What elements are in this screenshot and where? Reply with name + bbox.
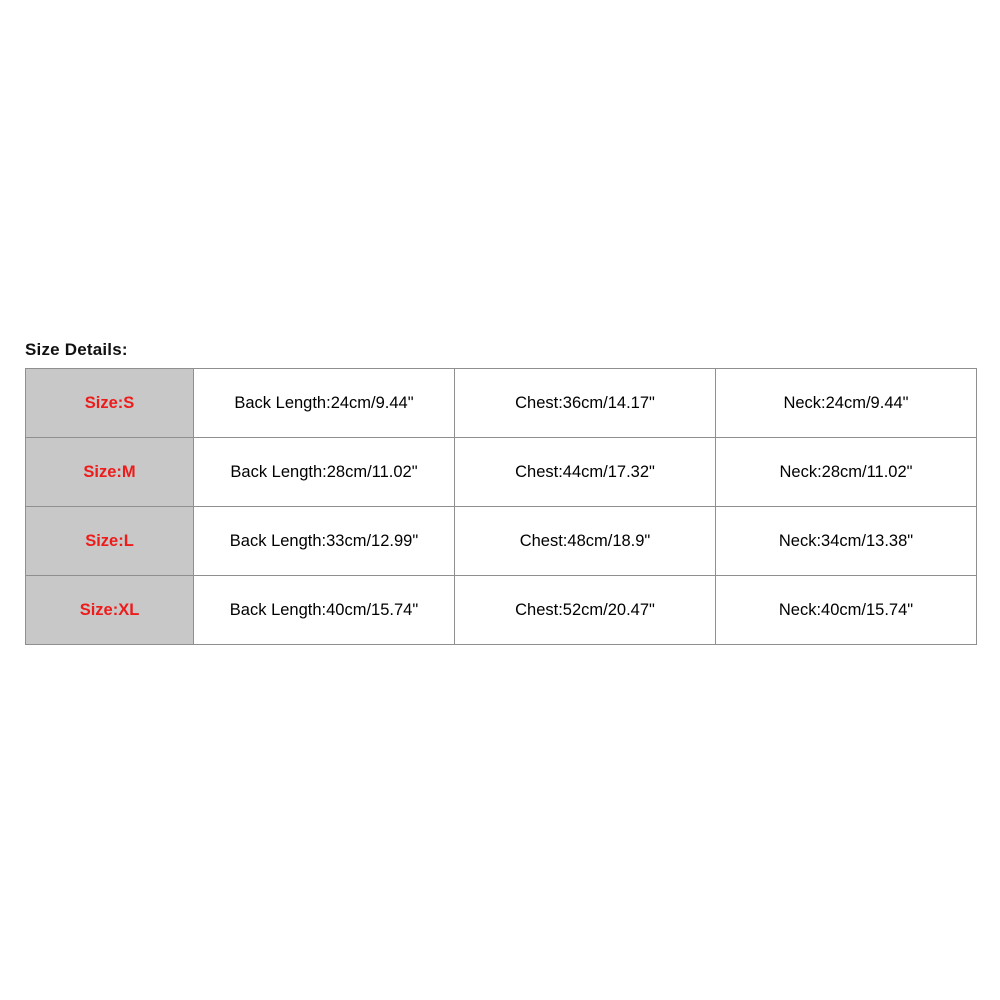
neck-xl: Neck:40cm/15.74" <box>716 576 977 645</box>
neck-s: Neck:24cm/9.44" <box>716 369 977 438</box>
back-length-m: Back Length:28cm/11.02" <box>194 438 455 507</box>
size-label-m: Size:M <box>26 438 194 507</box>
table-row <box>26 369 977 438</box>
size-label-s: Size:S <box>26 369 194 438</box>
table-row <box>26 438 977 507</box>
table-row <box>26 507 977 576</box>
chest-m: Chest:44cm/17.32" <box>455 438 716 507</box>
chest-xl: Chest:52cm/20.47" <box>455 576 716 645</box>
back-length-l: Back Length:33cm/12.99" <box>194 507 455 576</box>
back-length-s: Back Length:24cm/9.44" <box>194 369 455 438</box>
chest-l: Chest:48cm/18.9" <box>455 507 716 576</box>
back-length-xl: Back Length:40cm/15.74" <box>194 576 455 645</box>
table-row <box>26 576 977 645</box>
chest-s: Chest:36cm/14.17" <box>455 369 716 438</box>
page-title: Size Details: <box>25 340 128 359</box>
size-details-table <box>25 368 977 645</box>
neck-l: Neck:34cm/13.38" <box>716 507 977 576</box>
size-label-xl: Size:XL <box>26 576 194 645</box>
neck-m: Neck:28cm/11.02" <box>716 438 977 507</box>
size-label-l: Size:L <box>26 507 194 576</box>
